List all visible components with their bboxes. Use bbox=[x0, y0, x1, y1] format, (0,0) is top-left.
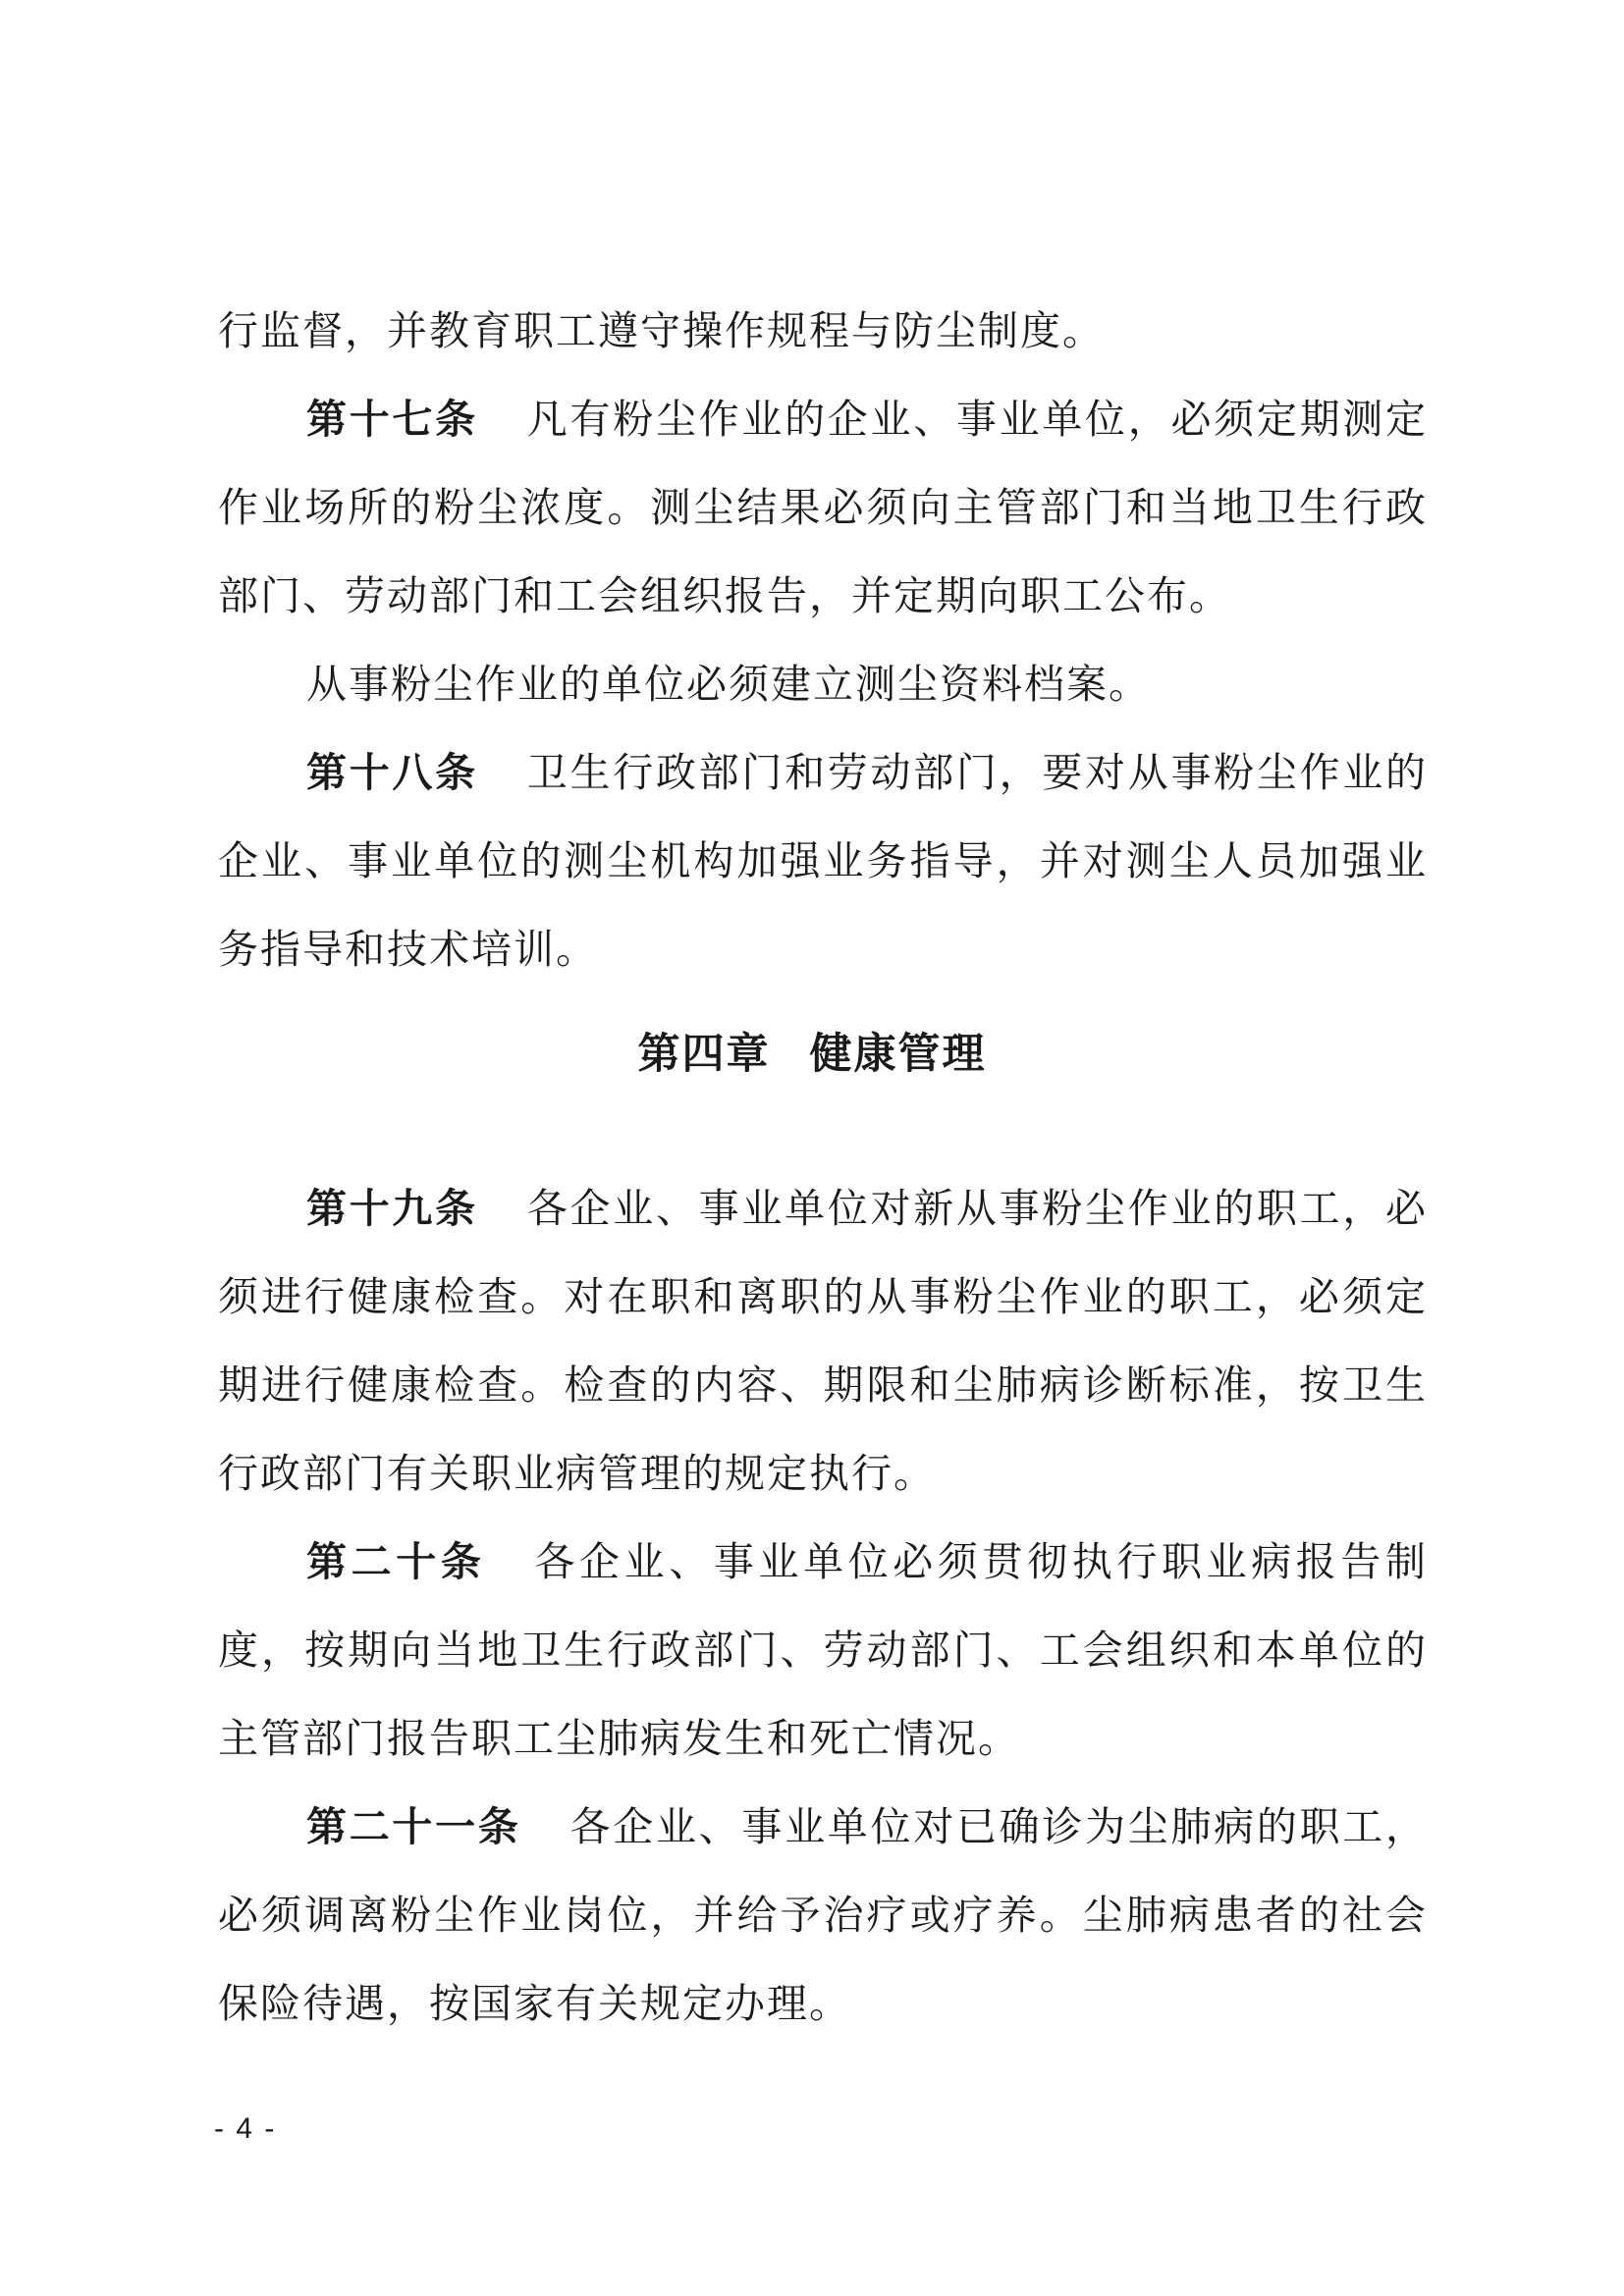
paragraph-dust-records bbox=[218, 640, 1428, 728]
article-text: 各企业、事业单位对已确诊为尘肺病的职工，必须调离粉尘作业岗位，并给予治疗或疗养。尘肺病患者的社会保险待遇，按国家有关规定办理。 bbox=[218, 1803, 1429, 2027]
article-20 bbox=[218, 1518, 1428, 1783]
article-number: 第十七条 bbox=[306, 396, 478, 443]
article-number: 第十八条 bbox=[306, 749, 478, 796]
paragraph-continuation bbox=[218, 287, 1428, 375]
paragraph-text: 从事粉尘作业的单位必须建立测尘资料档案。 bbox=[306, 661, 1151, 708]
article-number: 第二十一条 bbox=[306, 1803, 521, 1850]
article-text: 各企业、事业单位对新从事粉尘作业的职工，必须进行健康检查。对在职和离职的从事粉尘作业的职工，必须定期进行健康检查。检查的内容、期限和尘肺病诊断标准，按卫生行政部门有关职业病管理的规定执行。 bbox=[218, 1185, 1429, 1497]
article-text: 各企业、事业单位必须贯彻执行职业病报告制度，按期向当地卫生行政部门、劳动部门、工会组织和本单位的主管部门报告职工尘肺病发生和死亡情况。 bbox=[218, 1538, 1429, 1762]
page-number: - 4 - bbox=[214, 2112, 277, 2145]
chapter-title: 健康管理 bbox=[809, 1030, 987, 1079]
chapter-number: 第四章 bbox=[637, 1030, 771, 1079]
article-17 bbox=[218, 375, 1428, 640]
article-number: 第十九条 bbox=[306, 1185, 478, 1232]
paragraph-text: 行监督，并教育职工遵守操作规程与防尘制度。 bbox=[218, 307, 1105, 354]
article-text: 卫生行政部门和劳动部门，要对从事粉尘作业的企业、事业单位的测尘机构加强业务指导，并对测尘人员加强业务指导和技术培训。 bbox=[218, 749, 1429, 973]
article-21 bbox=[218, 1783, 1428, 2048]
article-text: 凡有粉尘作业的企业、事业单位，必须定期测定作业场所的粉尘浓度。测尘结果必须向主管部门和当地卫生行政部门、劳动部门和工会组织报告，并定期向职工公布。 bbox=[218, 396, 1429, 619]
article-18 bbox=[218, 728, 1428, 993]
article-19 bbox=[218, 1164, 1428, 1518]
article-number: 第二十条 bbox=[306, 1538, 486, 1585]
chapter-heading bbox=[0, 1021, 1624, 1081]
